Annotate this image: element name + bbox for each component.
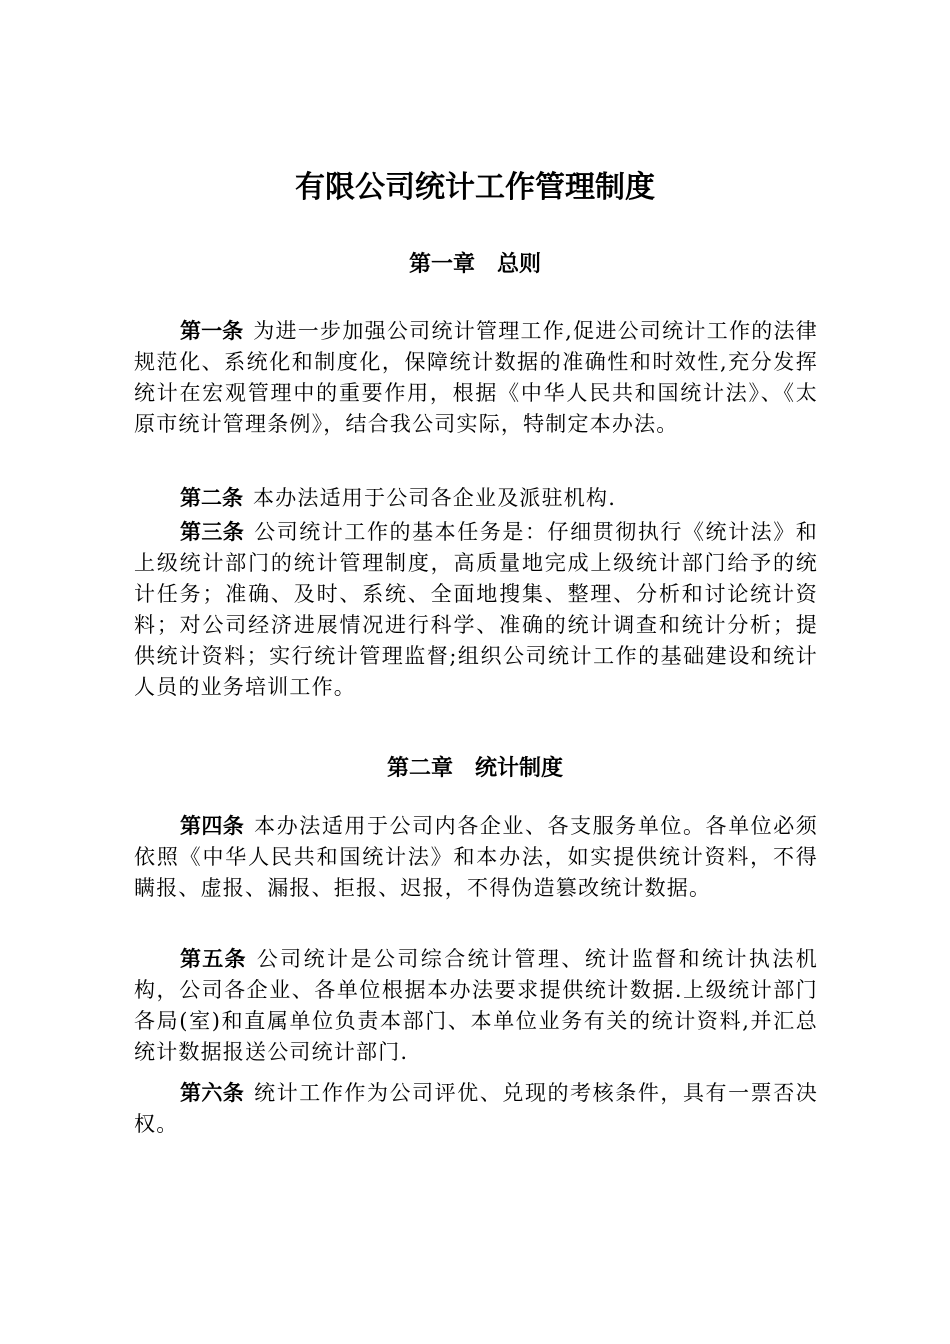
article-text: 本办法适用于公司各企业及派驻机构.: [253, 486, 617, 510]
article-5: [134, 944, 818, 1068]
article-text: 统计工作作为公司评优、兑现的考核条件，具有一票否决权。: [134, 1081, 819, 1136]
article-2: [134, 483, 818, 514]
article-label: 第一条: [180, 319, 244, 343]
article-text: 本办法适用于公司内各企业、各支服务单位。各单位必须依照《中华人民共和国统计法》和本办法，如实提供统计资料，不得瞒报、虚报、漏报、拒报、迟报，不得伪造篡改统计数据。: [134, 814, 819, 900]
article-label: 第二条: [180, 486, 243, 510]
article-3: [134, 517, 818, 703]
article-text: 公司统计是公司综合统计管理、统计监督和统计执法机构，公司各企业、各单位根据本办法要求提供统计数据.上级统计部门各局(室)和直属单位负责本部门、本单位业务有关的统计资料,并汇总统计数据报送公司统计部门.: [134, 947, 818, 1064]
chapter-heading-1: [0, 249, 950, 281]
document-title: 有限公司统计工作管理制度: [295, 170, 655, 205]
article-1: [134, 316, 818, 440]
article-text: 为进一步加强公司统计管理工作,促进公司统计工作的法律规范化、系统化和制度化，保障统计数据的准确性和时效性,充分发挥统计在宏观管理中的重要作用，根据《中华人民共和国统计法》、《太原市统计管理条例》，结合我公司实际，特制定本办法。: [134, 319, 819, 436]
article-label: 第五条: [180, 947, 247, 971]
chapter-name: 总则: [497, 252, 542, 277]
article-label: 第四条: [180, 814, 245, 838]
article-text: 公司统计工作的基本任务是：仔细贯彻执行《统计法》和上级统计部门的统计管理制度，高质量地完成上级统计部门给予的统计任务；准确、及时、系统、全面地搜集、整理、分析和讨论统计资料；对公司经济进展情况进行科学、准确的统计调查和统计分析；提供统计资料；实行统计管理监督;组织公司统计工作的基础建设和统计人员的业务培训工作。: [134, 520, 819, 699]
article-label: 第三条: [180, 520, 245, 544]
article-label: 第六条: [180, 1081, 245, 1105]
chapter-number: 第一章: [408, 252, 475, 277]
article-6: [134, 1078, 818, 1140]
chapter-name: 统计制度: [475, 756, 564, 781]
chapter-number: 第二章: [386, 756, 453, 781]
article-4: [134, 811, 818, 904]
chapter-heading-2: [0, 753, 950, 785]
